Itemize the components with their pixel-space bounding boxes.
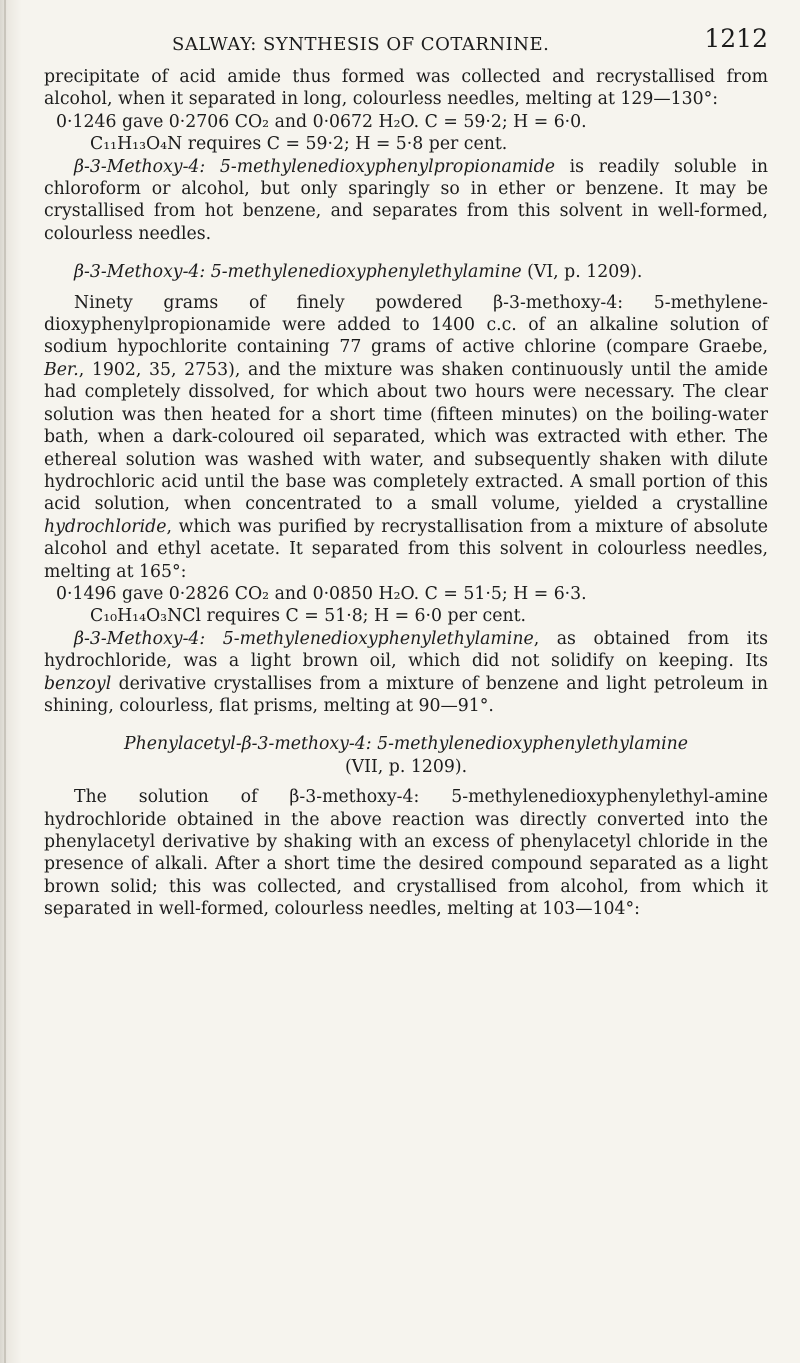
compound-term: benzoyl: [44, 673, 112, 694]
page-header: [44, 14, 768, 58]
section-heading-reference: (VII, p. 1209).: [344, 756, 468, 777]
analysis-line: 0·1246 gave 0·2706 CO₂ and 0·0672 H₂O. C = 59·2; H = 6·0.: [56, 111, 587, 132]
formula-requirement: C₁₁H₁₃O₄N requires C = 59·2; H = 5·8 per cent.: [90, 134, 508, 155]
running-title: SALWAY: SYNTHESIS OF COTARNINE.: [172, 34, 550, 55]
analysis-line: 0·1496 gave 0·2826 CO₂ and 0·0850 H₂O. C = 51·5; H = 6·3.: [56, 583, 587, 604]
journal-abbrev: Ber.: [44, 359, 79, 380]
document-page: [44, 14, 768, 921]
page-number: 1212: [704, 24, 768, 53]
paragraph-hypochlorite-reaction: Ninety grams of finely powdered β-3-methoxy-4: 5-methylene-dioxyphenylpropionamide were added to 1400 c.c. of an alkaline solution of sodium hypochlorite containing 77 grams of active chlorine (compare Graebe, Ber., 1902, 35, 2753), and the mixture was shaken continuously until the amide had completely dissolved, for which about two hours were necessary. The clear solution was then heated for a short time (fifteen minutes) on the boiling-water bath, when a dark-coloured oil separated, which was extracted with ether. The ethereal solution was washed with water, and subsequently shaken with dilute hydrochloric acid until the base was completely extracted. A small portion of this acid solution, when concentrated to a small volume, yielded a crystalline hydrochloride, which was purified by recrystallisation from a mixture of absolute alcohol and ethyl acetate. It separated from this solvent in colourless needles, melting at 165°:: [44, 292, 768, 582]
compound-name: β-3-Methoxy-4: 5-methylenedioxyphenylethylamine: [74, 628, 534, 649]
paragraph-free-base: β-3-Methoxy-4: 5-methylenedioxyphenylethylamine, as obtained from its hydrochloride, was a light brown oil, which did not solidify on keeping. Its benzoyl derivative crystallises from a mixture of benzene and light petroleum in shining, colourless, flat prisms, melting at 90—91°.: [44, 628, 768, 716]
paragraph-amide-precipitate: precipitate of acid amide thus formed was collected and recrystallised from alcohol, when it separated in long, colourless needles, melting at 129—130°:: [44, 67, 768, 110]
section-heading-ethylamine: β-3-Methoxy-4: 5-methylenedioxyphenylethylamine (VI, p. 1209).: [74, 262, 643, 283]
compound-name: β-3-Methoxy-4: 5-methylenedioxyphenylethylamine: [74, 262, 522, 283]
binding-line: [4, 0, 6, 1363]
formula-requirement: C₁₀H₁₄O₃NCl requires C = 51·8; H = 6·0 per cent.: [90, 606, 527, 627]
compound-name: β-3-Methoxy-4: 5-methylenedioxyphenylpropionamide: [74, 156, 555, 177]
paragraph-phenylacetyl-derivative: The solution of β-3-methoxy-4: 5-methylenedioxyphenylethyl-amine hydrochloride obtained in the above reaction was directly converted into the phenylacetyl derivative by shaking with an excess of phenylacetyl chloride in the presence of alkali. After a short time the desired compound separated as a light brown solid; this was collected, and crystallised from alcohol, from which it separated in well-formed, colourless needles, melting at 103—104°:: [44, 787, 768, 920]
paragraph-propionamide: β-3-Methoxy-4: 5-methylenedioxyphenylpropionamide is readily soluble in chloroform or alcohol, but only sparingly so in ether or benzene. It may be crystallised from hot benzene, and separates from this solvent in well-formed, colourless needles.: [44, 156, 768, 244]
compound-term: hydrochloride: [44, 516, 167, 537]
compound-name: Phenylacetyl-β-3-methoxy-4: 5-methylenedioxyphenylethylamine: [123, 734, 688, 755]
section-heading-phenylacetyl: [44, 733, 768, 755]
